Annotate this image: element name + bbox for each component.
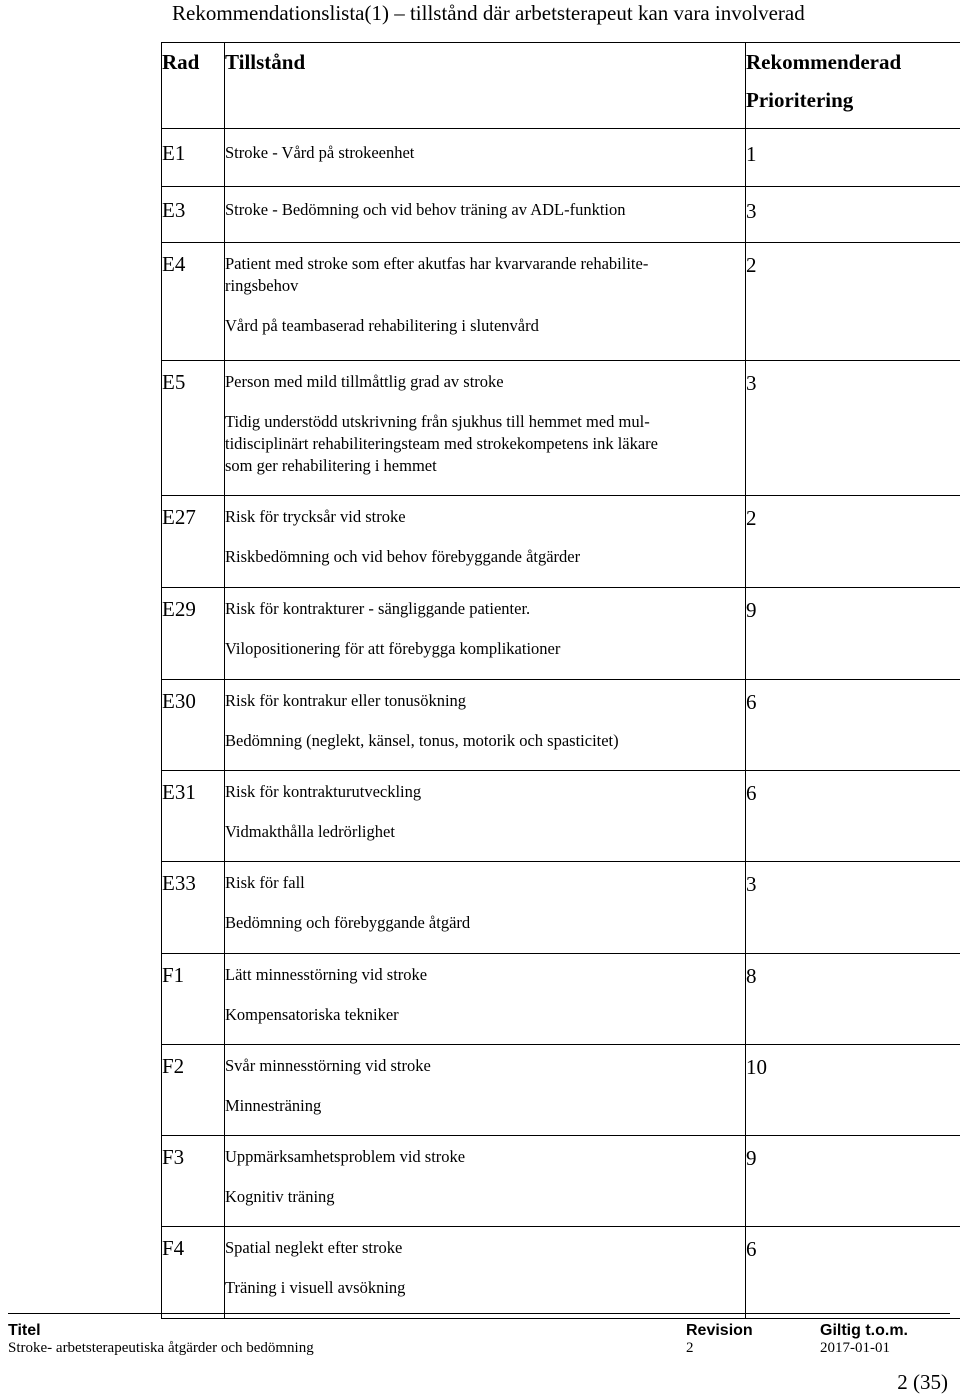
tillstand-line: Person med mild tillmåttlig grad av stroke xyxy=(225,372,504,391)
tillstand-line: som ger rehabilitering i hemmet xyxy=(225,456,437,475)
tillstand-line: Bedömning och förebyggande åtgärd xyxy=(225,913,471,932)
prio-value: 3 xyxy=(746,872,757,896)
table-row xyxy=(162,771,960,862)
prio-value: 2 xyxy=(746,253,757,277)
cell-prioritering xyxy=(746,1136,960,1227)
tillstand-line: Spatial neglekt efter stroke xyxy=(225,1238,403,1257)
cell-rad xyxy=(162,588,225,680)
footer-titel-value: Stroke- arbetsterapeutiska åtgärder och bedömning xyxy=(8,1340,314,1356)
footer-revision-value: 2 xyxy=(686,1340,694,1356)
cell-rad xyxy=(162,954,225,1045)
prio-value: 8 xyxy=(746,964,757,988)
cell-tillstand xyxy=(225,588,746,680)
cell-prioritering xyxy=(746,1227,960,1319)
document-title: Rekommendationslista(1) – tillstånd där arbetsterapeut kan vara involverad xyxy=(172,1,805,25)
cell-rad xyxy=(162,187,225,243)
table-row xyxy=(162,129,960,187)
cell-tillstand xyxy=(225,771,746,862)
rad-code: E29 xyxy=(162,597,196,621)
rad-code: E3 xyxy=(162,198,186,222)
tillstand-line: Lätt minnesstörning vid stroke xyxy=(225,965,428,984)
tillstand-line: Stroke - Vård på strokeenhet xyxy=(225,143,415,162)
tillstand-line: ringsbehov xyxy=(225,276,299,295)
footer-giltig-label: Giltig t.o.m. xyxy=(820,1322,908,1339)
prio-value: 9 xyxy=(746,598,757,622)
tillstand-line: Kognitiv träning xyxy=(225,1187,335,1206)
cell-tillstand xyxy=(225,680,746,771)
header-rad: Rad xyxy=(162,43,225,129)
tillstand-line: Träning i visuell avsökning xyxy=(225,1278,406,1297)
rad-code: F2 xyxy=(162,1054,185,1078)
table-row xyxy=(162,1045,960,1136)
header-prio-line1: Rekommenderad xyxy=(746,50,902,74)
tillstand-line: Risk för kontrakur eller tonusökning xyxy=(225,691,467,710)
table-row xyxy=(162,187,960,243)
table-row xyxy=(162,243,960,361)
rad-code: F1 xyxy=(162,963,185,987)
tillstand-line: Svår minnesstörning vid stroke xyxy=(225,1056,431,1075)
footer-revision-label: Revision xyxy=(686,1322,753,1339)
rad-code: F4 xyxy=(162,1236,185,1260)
cell-prioritering xyxy=(746,361,960,496)
tillstand-line: Minnesträning xyxy=(225,1096,322,1115)
rad-code: E33 xyxy=(162,871,196,895)
prio-value: 6 xyxy=(746,781,757,805)
table-body xyxy=(162,129,960,1319)
tillstand-line: Risk för kontrakturutveckling xyxy=(225,782,422,801)
header-tillstand: Tillstånd xyxy=(225,43,746,129)
cell-rad xyxy=(162,1227,225,1319)
cell-prioritering xyxy=(746,187,960,243)
cell-rad xyxy=(162,771,225,862)
rad-code: E5 xyxy=(162,370,186,394)
rad-code: E31 xyxy=(162,780,196,804)
prio-value: 1 xyxy=(746,142,757,166)
rad-code: E4 xyxy=(162,252,186,276)
cell-tillstand xyxy=(225,1136,746,1227)
tillstand-line: Risk för trycksår vid stroke xyxy=(225,507,406,526)
cell-tillstand xyxy=(225,496,746,588)
cell-rad xyxy=(162,680,225,771)
tillstand-line: Stroke - Bedömning och vid behov träning av ADL-funktion xyxy=(225,200,626,219)
footer-giltig-value: 2017-01-01 xyxy=(820,1340,890,1356)
table-header-row xyxy=(162,43,960,129)
header-prioritering xyxy=(746,43,960,129)
cell-prioritering xyxy=(746,588,960,680)
header-prio-line2: Prioritering xyxy=(746,88,854,112)
cell-tillstand xyxy=(225,243,746,361)
tillstand-line: Bedömning (neglekt, känsel, tonus, motorik och spasticitet) xyxy=(225,731,619,750)
cell-rad xyxy=(162,361,225,496)
tillstand-line: Vård på teambaserad rehabilitering i slutenvård xyxy=(225,316,539,335)
table-row xyxy=(162,496,960,588)
cell-rad xyxy=(162,1136,225,1227)
tillstand-line: Vidmakthålla ledrörlighet xyxy=(225,822,395,841)
cell-rad xyxy=(162,496,225,588)
cell-tillstand xyxy=(225,361,746,496)
tillstand-line: Risk för fall xyxy=(225,873,305,892)
table-row xyxy=(162,1136,960,1227)
prio-value: 6 xyxy=(746,1237,757,1261)
cell-tillstand xyxy=(225,1227,746,1319)
cell-prioritering xyxy=(746,496,960,588)
recommendation-table xyxy=(161,42,960,1319)
document-footer xyxy=(8,1313,950,1356)
prio-value: 10 xyxy=(746,1055,767,1079)
tillstand-line: Tidig understödd utskrivning från sjukhus till hemmet med mul- xyxy=(225,412,650,431)
page-number: 2 (35) xyxy=(897,1370,948,1394)
cell-rad xyxy=(162,1045,225,1136)
prio-value: 2 xyxy=(746,506,757,530)
cell-tillstand xyxy=(225,954,746,1045)
cell-rad xyxy=(162,243,225,361)
table-row xyxy=(162,361,960,496)
footer-titel-label: Titel xyxy=(8,1322,41,1339)
cell-tillstand xyxy=(225,187,746,243)
rad-code: E30 xyxy=(162,689,196,713)
cell-tillstand xyxy=(225,862,746,954)
cell-prioritering xyxy=(746,129,960,187)
cell-prioritering xyxy=(746,243,960,361)
table-row xyxy=(162,680,960,771)
prio-value: 3 xyxy=(746,199,757,223)
tillstand-line: Patient med stroke som efter akutfas har kvarvarande rehabilite- xyxy=(225,254,649,273)
table-row xyxy=(162,954,960,1045)
tillstand-line: Vilopositionering för att förebygga komplikationer xyxy=(225,639,561,658)
rad-code: E1 xyxy=(162,141,186,165)
cell-rad xyxy=(162,129,225,187)
tillstand-line: Risk för kontrakturer - sängliggande patienter. xyxy=(225,599,531,618)
tillstand-line: Kompensatoriska tekniker xyxy=(225,1005,399,1024)
table-row xyxy=(162,862,960,954)
prio-value: 6 xyxy=(746,690,757,714)
cell-tillstand xyxy=(225,1045,746,1136)
cell-tillstand xyxy=(225,129,746,187)
table-row xyxy=(162,1227,960,1319)
tillstand-line: Uppmärksamhetsproblem vid stroke xyxy=(225,1147,466,1166)
cell-rad xyxy=(162,862,225,954)
tillstand-line: tidisciplinärt rehabiliteringsteam med strokekompetens ink läkare xyxy=(225,434,658,453)
table-row xyxy=(162,588,960,680)
cell-prioritering xyxy=(746,771,960,862)
tillstand-line: Riskbedömning och vid behov förebyggande åtgärder xyxy=(225,547,581,566)
cell-prioritering xyxy=(746,862,960,954)
cell-prioritering xyxy=(746,1045,960,1136)
rad-code: E27 xyxy=(162,505,196,529)
cell-prioritering xyxy=(746,954,960,1045)
rad-code: F3 xyxy=(162,1145,185,1169)
prio-value: 3 xyxy=(746,371,757,395)
cell-prioritering xyxy=(746,680,960,771)
prio-value: 9 xyxy=(746,1146,757,1170)
